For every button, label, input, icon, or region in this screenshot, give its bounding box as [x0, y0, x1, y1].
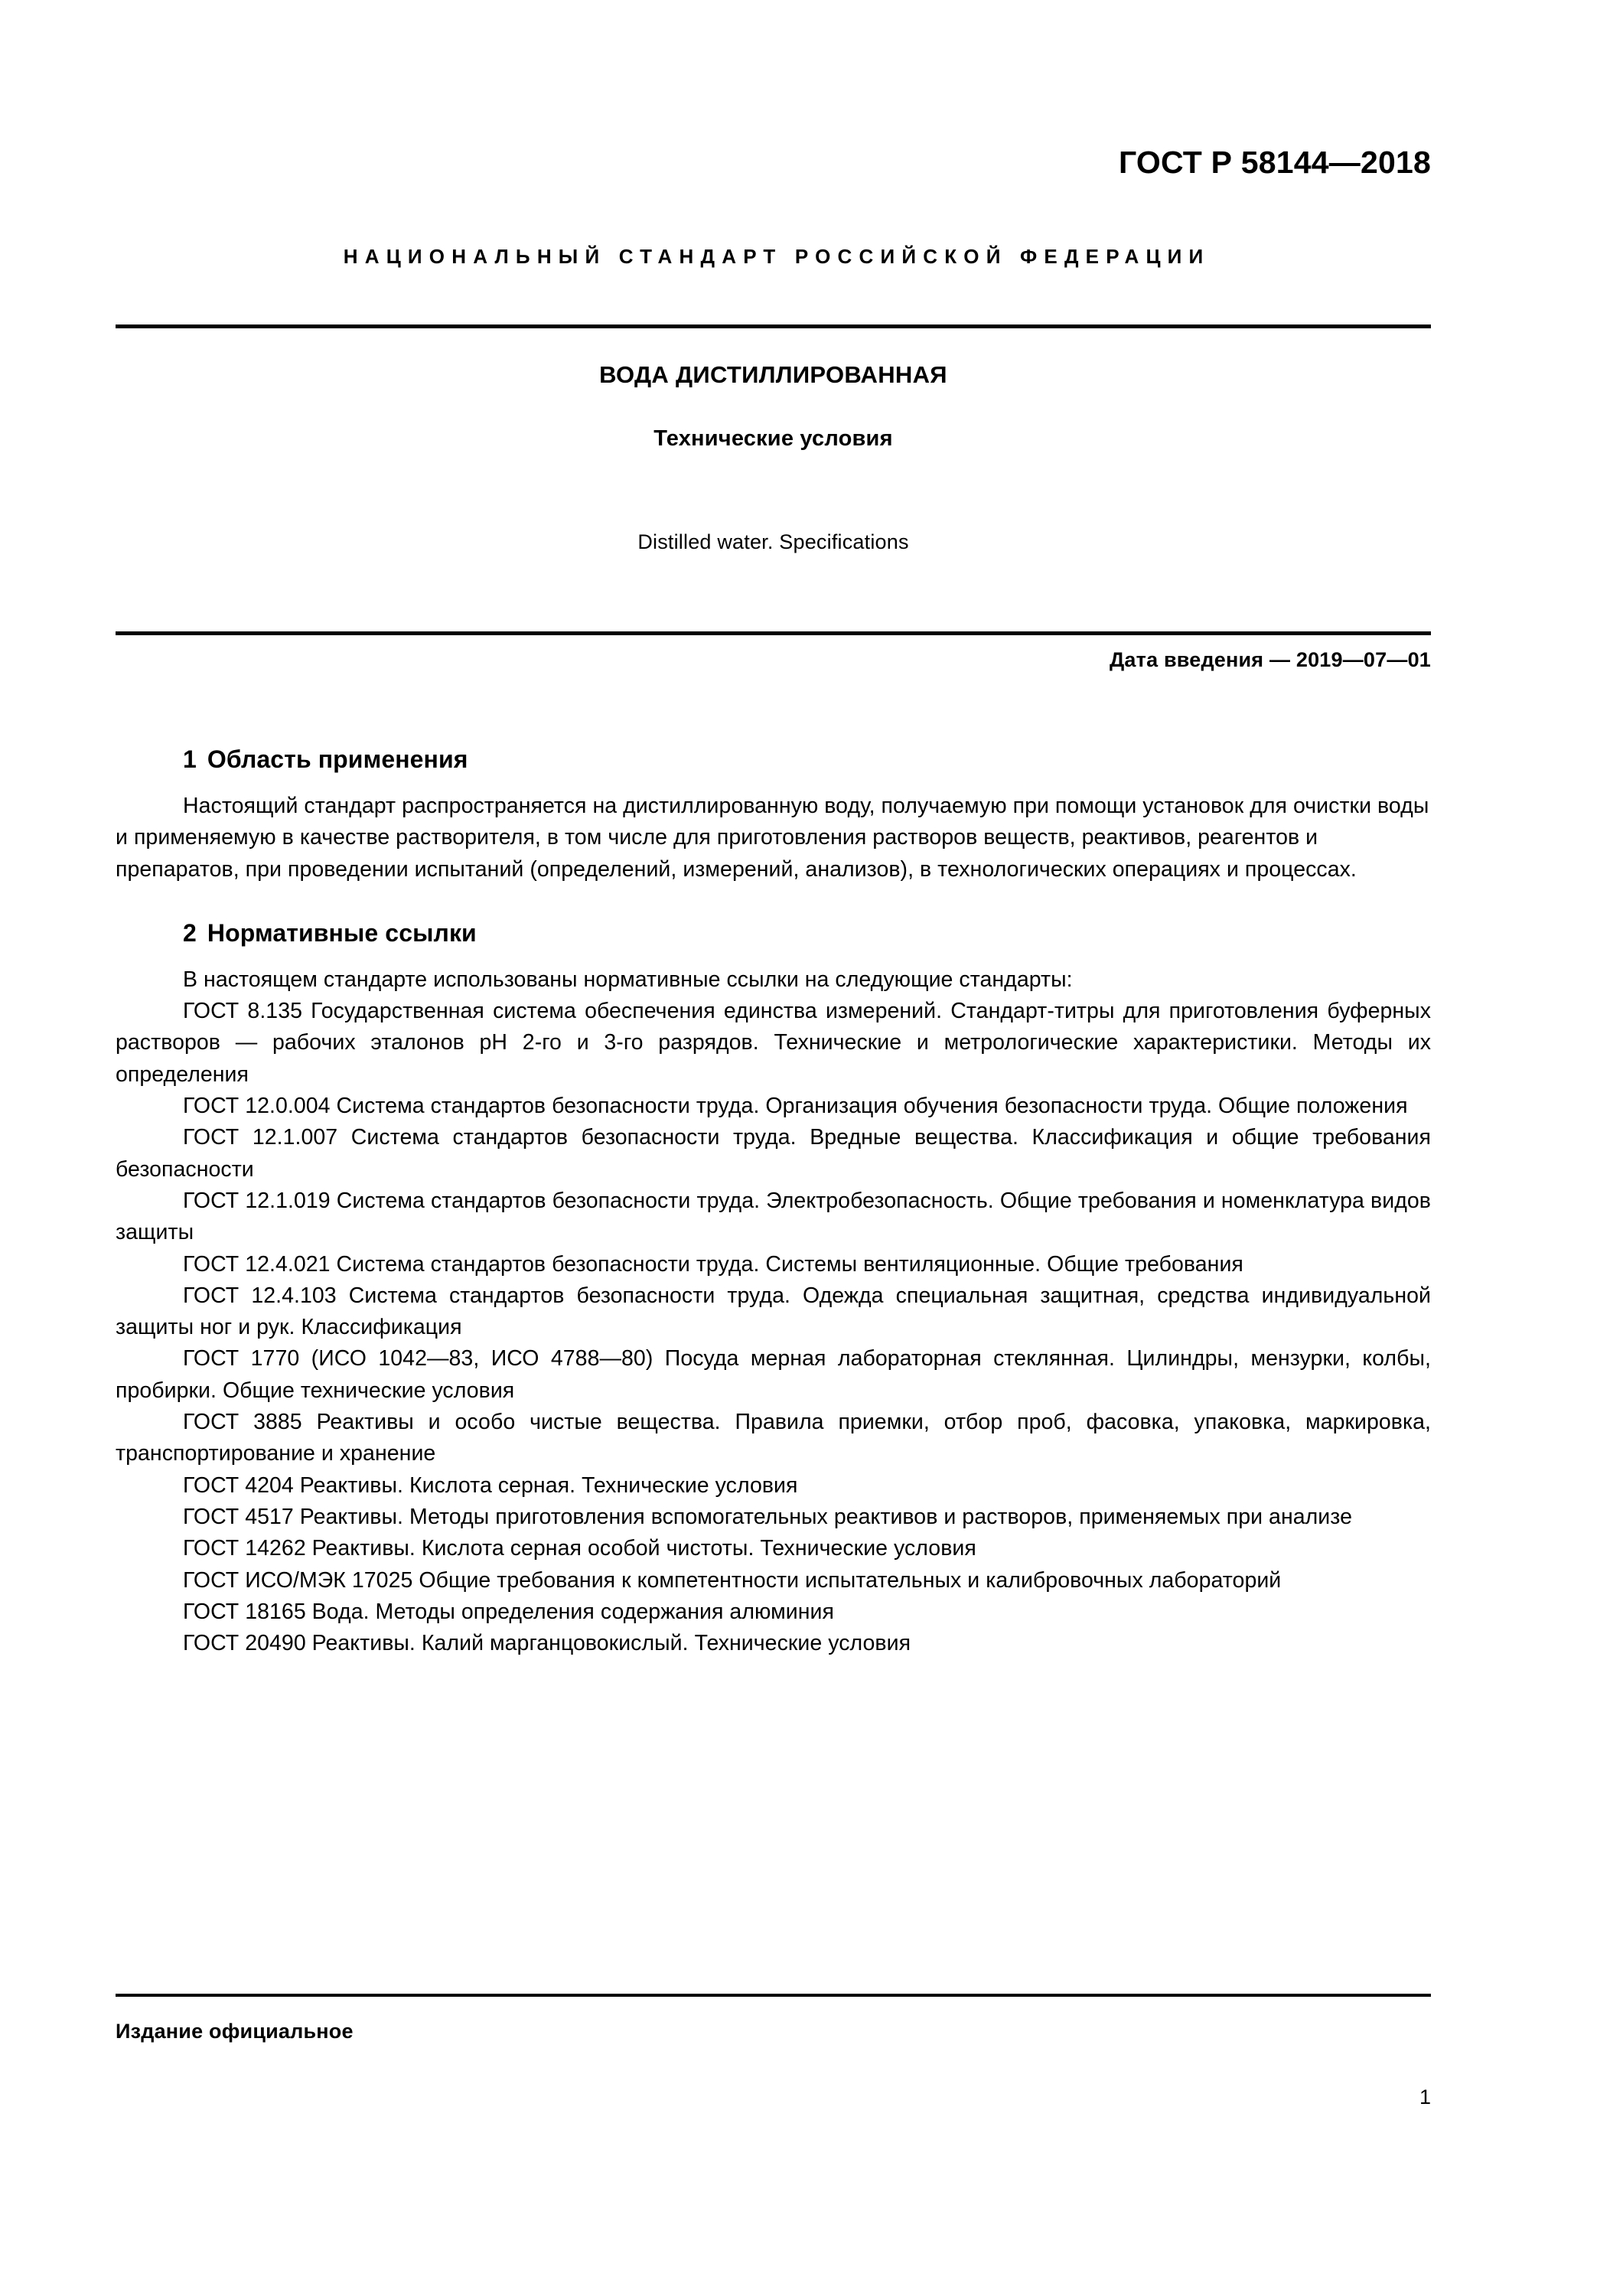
official-edition-label: Издание официальное: [116, 2020, 354, 2043]
document-body: [116, 744, 1431, 1659]
reference-item: ГОСТ 12.4.103 Система стандартов безопасности труда. Одежда специальная защитная, средства индивидуальной защиты ног и рук. Классификация: [116, 1283, 1431, 1340]
footer-divider-rule: [116, 1994, 1431, 1997]
introduction-date: Дата введения — 2019—07—01: [1110, 648, 1431, 671]
gost-standard-number: ГОСТ Р 58144—2018: [1119, 145, 1431, 180]
section-title-normative-references: Нормативные ссылки: [207, 918, 477, 947]
reference-item: ГОСТ 4517 Реактивы. Методы приготовления вспомогательных реактивов и растворов, применяемых при анализе: [183, 1504, 1352, 1529]
document-title: ВОДА ДИСТИЛЛИРОВАННАЯ: [599, 361, 947, 388]
section-heading-scope: [183, 744, 1431, 775]
reference-item: ГОСТ ИСО/МЭК 17025 Общие требования к компетентности испытательных и калибровочных лабораторий: [183, 1567, 1282, 1593]
reference-item: ГОСТ 1770 (ИСО 1042—83, ИСО 4788—80) Посуда мерная лабораторная стеклянная. Цилиндры, мензурки, колбы, пробирки. Общие технические условия: [116, 1346, 1431, 1403]
spacer-after-scope-heading: [116, 775, 1431, 791]
reference-item: ГОСТ 4204 Реактивы. Кислота серная. Технические условия: [183, 1473, 798, 1498]
reference-item: ГОСТ 12.1.019 Система стандартов безопасности труда. Электробезопасность. Общие требования и номенклатура видов защиты: [116, 1188, 1431, 1245]
section-title-scope: Область применения: [207, 745, 468, 773]
spacer-after-references-heading: [116, 948, 1431, 964]
reference-item: ГОСТ 14262 Реактивы. Кислота серная особой чистоты. Технические условия: [183, 1536, 976, 1561]
page-number: 1: [1419, 2086, 1431, 2108]
title-block-divider-rule: [116, 631, 1431, 635]
document-title-english: Distilled water. Specifications: [637, 530, 909, 553]
page-content-area: [116, 0, 1431, 2296]
reference-item: ГОСТ 3885 Реактивы и особо чистые вещества. Правила приемки, отбор проб, фасовка, упаковка, маркировка, транспортирование и хранение: [116, 1410, 1431, 1466]
reference-item: ГОСТ 12.1.007 Система стандартов безопасности труда. Вредные вещества. Классификация и общие требования безопасности: [116, 1125, 1431, 1182]
document-subtitle: Технические условия: [653, 426, 893, 451]
normative-references-lead-in: В настоящем стандарте использованы нормативные ссылки на следующие стандарты:: [183, 967, 1073, 992]
section-number-normative-references: 2: [183, 918, 197, 947]
header-divider-rule: [116, 325, 1431, 328]
normative-references-list: [116, 996, 1431, 1659]
section-heading-normative-references: [183, 918, 1431, 948]
section-number-scope: 1: [183, 745, 197, 773]
reference-item: ГОСТ 20490 Реактивы. Калий марганцовокислый. Технические условия: [183, 1631, 911, 1656]
reference-item: ГОСТ 18165 Вода. Методы определения содержания алюминия: [183, 1599, 834, 1624]
reference-item: ГОСТ 8.135 Государственная система обеспечения единства измерений. Стандарт-титры для приготовления буферных растворов — рабочих эталонов pH 2-го и 3-го разрядов. Технические и метрологические характеристики. Методы их определения: [116, 999, 1431, 1087]
reference-item: ГОСТ 12.4.021 Система стандартов безопасности труда. Системы вентиляционные. Общие требования: [183, 1251, 1243, 1277]
paragraph-scope: Настоящий стандарт распространяется на дистиллированную воду, получаемую при помощи установок для очистки воды и применяемую в качестве растворителя, в том числе для приготовления растворов веществ, реактивов, реагентов и препаратов, при проведении испытаний (определений, измерений, анализов), в технологических операциях и процессах.: [116, 794, 1429, 882]
reference-item: ГОСТ 12.0.004 Система стандартов безопасности труда. Организация обучения безопасности труда. Общие положения: [183, 1094, 1408, 1119]
spacer-before-references-heading: [116, 885, 1431, 918]
national-standard-header: НАЦИОНАЛЬНЫЙ СТАНДАРТ РОССИЙСКОЙ ФЕДЕРАЦИИ: [343, 245, 1211, 268]
